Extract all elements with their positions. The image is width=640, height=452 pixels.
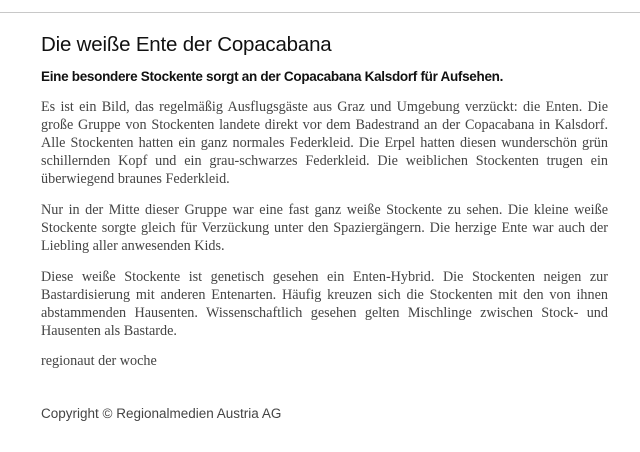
copyright-notice: Copyright © Regionalmedien Austria AG: [41, 406, 282, 421]
article-paragraph: Nur in der Mitte dieser Gruppe war eine fast ganz weiße Stockente zu sehen. Die kleine weiße Stockente sorgte gleich für Verzückung unter den Spaziergängern. Die herzige Ente war auch der Liebling aller anwesenden Kids.: [41, 202, 608, 254]
article-paragraph: Es ist ein Bild, das regelmäßig Ausflugsgäste aus Graz und Umgebung verzückt: die Enten. Die große Gruppe von Stockenten landete direkt vor dem Badestrand an der Copacabana in Kalsdorf. Alle Stockenten hatten ein ganz normales Federkleid. Die Erpel hatten diesen wunderschön grün schillernden Kopf und ein grau-schwarzes Federkleid. Die weiblichen Stockenten trugen ein überwiegend braunes Federkleid.: [41, 99, 608, 187]
article-title: Die weiße Ente der Copacabana: [41, 33, 332, 56]
article-author: regionaut der woche: [41, 353, 157, 369]
article: [41, 32, 608, 370]
article-subtitle: Eine besondere Stockente sorgt an der Copacabana Kalsdorf für Aufsehen.: [41, 69, 504, 84]
top-divider: [0, 12, 640, 13]
article-paragraph: Diese weiße Stockente ist genetisch gesehen ein Enten-Hybrid. Die Stockenten neigen zur Bastardisierung mit anderen Entenarten. Häufig kreuzen sich die Stockenten mit den von ihnen abstammenden Hausenten. Wissenschaftlich gesehen gelten Mischlinge zwischen Stock- und Hausenten als Bastarde.: [41, 269, 608, 339]
